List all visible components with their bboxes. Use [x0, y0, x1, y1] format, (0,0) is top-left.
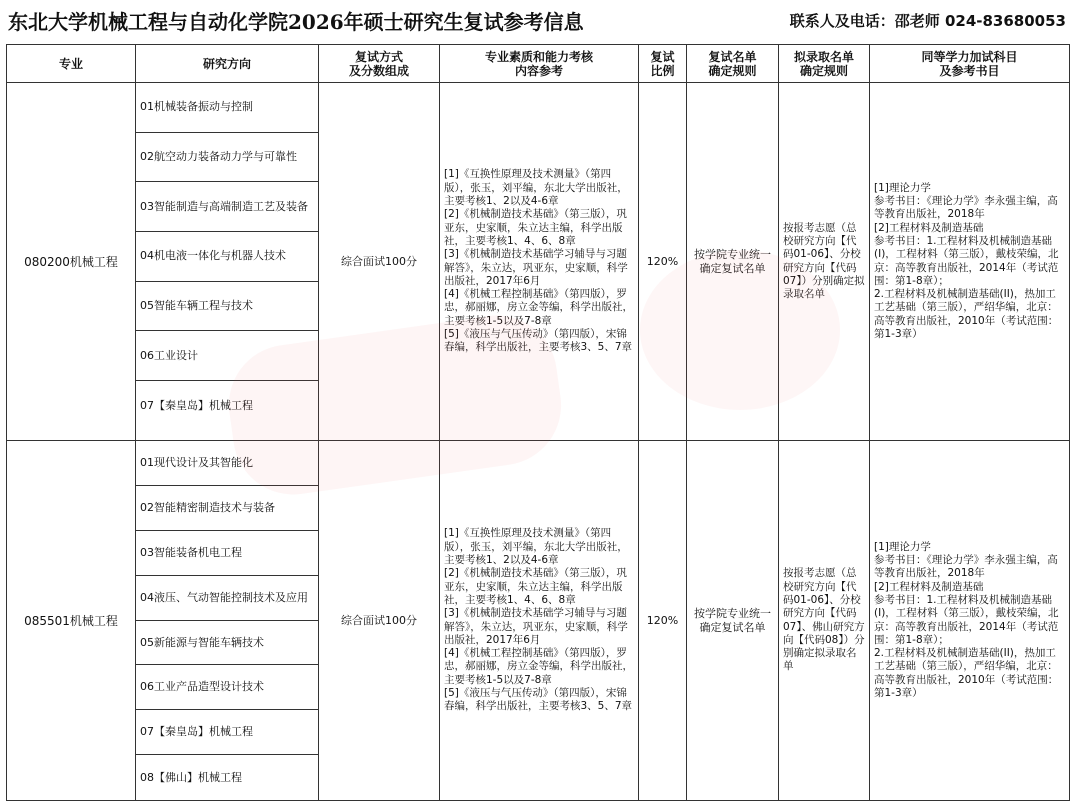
reference-item: [3]《机械制造技术基础学习辅导与习题解答》，朱立达，巩亚东，史家顺，科学出版社，2017年6月	[444, 248, 628, 287]
direction-item: 01现代设计及其智能化	[136, 441, 318, 486]
extra-item: [2]工程材料及制造基础	[874, 580, 984, 593]
table-row	[7, 441, 1070, 801]
direction-item: 05智能车辆工程与技术	[136, 282, 318, 332]
direction-item: 07【秦皇岛】机械工程	[136, 710, 318, 755]
directions-cell	[136, 83, 319, 441]
direction-item: 03智能制造与高端制造工艺及装备	[136, 182, 318, 232]
reference-item: [2]《机械制造技术基础》（第三版），巩亚东，史家顺，朱立达主编，科学出版社，主要考核1、4、6、8章	[444, 567, 627, 606]
reference-item: [4]《机械工程控制基础》（第四版），罗忠，郝丽娜，房立金等编，科学出版社，主要考核1-5以及7-8章	[444, 288, 633, 327]
admit-rule-cell: 按报考志愿（总校研究方向【代码01-06】、分校研究方向【代码07】、佛山研究方向【代码08】）分别确定拟录取名单	[779, 441, 870, 801]
direction-item: 01机械装备振动与控制	[136, 83, 318, 133]
direction-item: 08【佛山】机械工程	[140, 770, 242, 784]
table-row	[7, 83, 1070, 441]
reference-item: [3]《机械制造技术基础学习辅导与习题解答》，朱立达，巩亚东，史家顺，科学出版社，2017年6月	[444, 607, 628, 646]
directions-cell	[136, 441, 319, 801]
reference-item: [2]《机械制造技术基础》（第三版），巩亚东，史家顺，朱立达主编，科学出版社，主要考核1、4、6、8章	[444, 208, 627, 247]
extra-item: 参考书目：1.工程材料及机械制造基础(I)，工程材料（第三版），戴枝荣编，北京：高等教育出版社，2014年（考试范围：第1-8章）；	[874, 593, 1059, 646]
ratio-cell: 120%	[639, 83, 687, 441]
reference-item: [1]《互换性原理及技术测量》（第四版），张玉，刘平编，东北大学出版社，主要考核1、2以及4-6章	[444, 168, 628, 208]
reference-item: [4]《机械工程控制基础》（第四版），罗忠，郝丽娜，房立金等编，科学出版社，主要考核1-5以及7-8章	[444, 647, 633, 686]
col-header-major: 专业	[7, 45, 136, 83]
direction-item: 04机电液一体化与机器人技术	[136, 232, 318, 282]
method-cell: 综合面试100分	[319, 441, 440, 801]
references-cell	[440, 83, 639, 441]
extra-item: [2]工程材料及制造基础	[874, 221, 984, 234]
direction-item: 02航空动力装备动力学与可靠性	[136, 133, 318, 183]
major-cell: 080200机械工程	[7, 83, 136, 441]
direction-item: 02智能精密制造技术与装备	[136, 486, 318, 531]
extra-item: 参考书目：《理论力学》李永强主编，高等教育出版社，2018年	[874, 195, 1058, 221]
col-header-extra: 同等学力加试科目 及参考书目	[870, 45, 1070, 83]
col-header-ratio: 复试 比例	[639, 45, 687, 83]
extra-item: 参考书目：1.工程材料及机械制造基础(I)，工程材料（第三版），戴枝荣编，北京：高等教育出版社，2014年（考试范围：第1-8章）；	[874, 234, 1059, 287]
extra-item: 2.工程材料及机械制造基础(II)，热加工工艺基础（第三版），严绍华编，北京：高等教育出版社，2010年（考试范围：第1-3章）	[874, 647, 1059, 700]
direction-item: 05新能源与智能车辆技术	[136, 621, 318, 666]
direction-item: 07【秦皇岛】机械工程	[140, 398, 253, 412]
extra-item: [1]理论力学	[874, 540, 931, 553]
direction-item: 06工业设计	[136, 331, 318, 381]
method-cell: 综合面试100分	[319, 83, 440, 441]
extra-cell	[870, 83, 1070, 441]
col-header-direction: 研究方向	[136, 45, 319, 83]
col-header-admit-rule: 拟录取名单 确定规则	[779, 45, 870, 83]
header-row	[7, 45, 1070, 83]
col-header-content: 专业素质和能力考核 内容参考	[440, 45, 639, 83]
retest-rule-cell: 按学院专业统一确定复试名单	[687, 441, 779, 801]
major-cell: 085501机械工程	[7, 441, 136, 801]
direction-item: 06工业产品造型设计技术	[136, 665, 318, 710]
extra-item: [1]理论力学	[874, 181, 931, 194]
info-table	[6, 44, 1070, 801]
ratio-cell: 120%	[639, 441, 687, 801]
references-cell	[440, 441, 639, 801]
extra-item: 2.工程材料及机械制造基础(II)，热加工工艺基础（第三版），严绍华编，北京：高等教育出版社，2010年（考试范围：第1-3章）	[874, 288, 1059, 340]
reference-item: [1]《互换性原理及技术测量》（第四版），张玉，刘平编，东北大学出版社，主要考核1、2以及4-6章	[444, 527, 628, 567]
reference-item: [5]《液压与气压传动》（第四版），宋锦春编，科学出版社，主要考核3、5、7章	[444, 327, 633, 354]
admit-rule-cell: 按报考志愿（总校研究方向【代码01-06】、分校研究方向【代码07】）分别确定拟录取名单	[779, 83, 870, 441]
page-title: 东北大学机械工程与自动化学院2026年硕士研究生复试参考信息	[8, 10, 584, 34]
contact-info: 联系人及电话：邵老师 024-83680053	[789, 12, 1066, 30]
retest-rule-cell: 按学院专业统一确定复试名单	[687, 83, 779, 441]
col-header-retest-rule: 复试名单 确定规则	[687, 45, 779, 83]
reference-item: [5]《液压与气压传动》（第四版），宋锦春编，科学出版社，主要考核3、5、7章	[444, 687, 633, 713]
extra-cell	[870, 441, 1070, 801]
direction-item: 03智能装备机电工程	[136, 531, 318, 576]
col-header-method: 复试方式 及分数组成	[319, 45, 440, 83]
extra-item: 参考书目：《理论力学》李永强主编，高等教育出版社，2018年	[874, 554, 1058, 580]
direction-item: 04液压、气动智能控制技术及应用	[136, 576, 318, 621]
